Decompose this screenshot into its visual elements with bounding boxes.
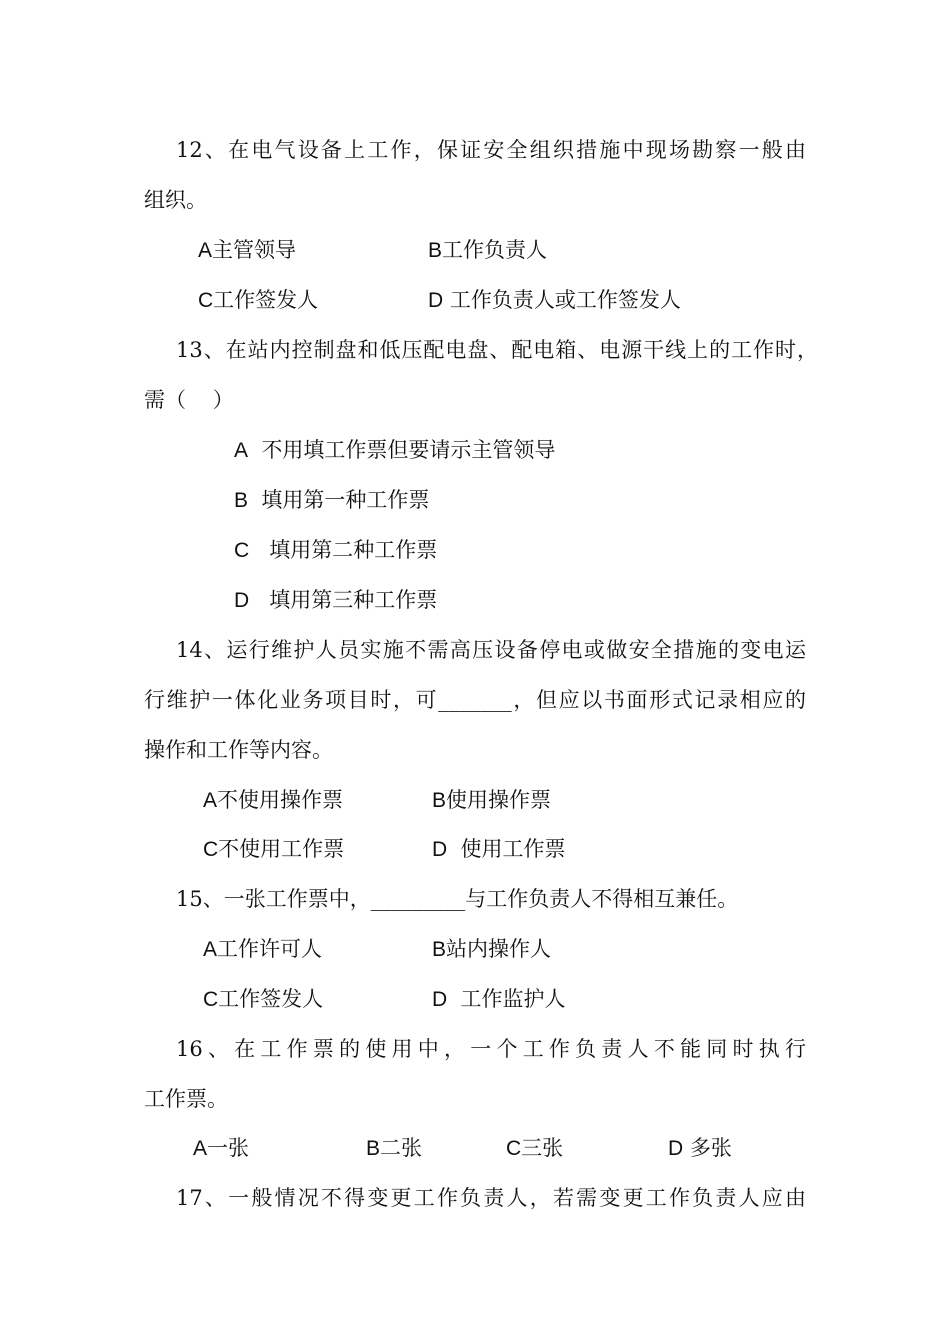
option-text: 不使用操作票 — [217, 788, 344, 812]
option-letter: A — [234, 439, 249, 462]
option-text: 一张 — [207, 1136, 250, 1160]
option-letter: C — [234, 539, 250, 562]
question-13-option-c — [234, 535, 437, 565]
question-13-stem-line-2: 需（ ） — [144, 388, 234, 412]
option-letter: D — [668, 1137, 684, 1160]
option-letter: A — [193, 1137, 208, 1160]
question-12-option-a — [198, 235, 296, 265]
question-14-option-d — [432, 834, 566, 864]
option-text: 工作负责人或工作签发人 — [443, 288, 681, 312]
question-12-option-c — [198, 285, 318, 315]
option-letter: D — [234, 589, 250, 612]
option-text: 工作监护人 — [447, 987, 566, 1011]
option-letter: A — [203, 938, 218, 961]
option-letter: C — [198, 289, 214, 312]
option-text: 填用第三种工作票 — [249, 588, 438, 612]
question-14-option-c — [203, 834, 344, 864]
question-12-option-b — [428, 235, 547, 265]
option-letter: B — [428, 239, 443, 262]
option-letter: C — [506, 1137, 522, 1160]
option-text: 工作签发人 — [213, 288, 319, 312]
question-15-option-a — [203, 934, 322, 964]
question-13-option-b — [234, 485, 429, 515]
question-12-option-d — [428, 285, 681, 315]
question-12-stem-line-2: 组织。 — [144, 188, 207, 212]
option-letter: B — [366, 1137, 381, 1160]
option-letter: D — [432, 838, 448, 861]
option-text: 主管领导 — [212, 238, 297, 262]
option-letter: A — [203, 789, 218, 812]
question-16-option-b — [366, 1133, 422, 1163]
option-text: 不使用工作票 — [218, 837, 345, 861]
option-text: 使用操作票 — [446, 788, 552, 812]
question-16-option-c — [506, 1133, 563, 1163]
question-16-option-a — [193, 1133, 249, 1163]
option-letter: C — [203, 838, 219, 861]
question-14-option-a — [203, 785, 343, 815]
option-text: 工作许可人 — [217, 937, 323, 961]
option-text: 多张 — [683, 1136, 732, 1160]
option-letter: B — [432, 938, 447, 961]
question-12-stem-line-1: 12、在电气设备上工作，保证安全组织措施中现场勘察一般由 — [176, 138, 806, 162]
question-15-option-b — [432, 934, 551, 964]
option-text: 填用第二种工作票 — [249, 538, 438, 562]
option-text: 工作签发人 — [218, 987, 324, 1011]
option-text: 站内操作人 — [446, 937, 552, 961]
question-13-stem-line-1: 13、在站内控制盘和低压配电盘、配电箱、电源干线上的工作时， — [176, 338, 818, 362]
question-16-stem-line-2: 工作票。 — [144, 1087, 228, 1111]
question-15-stem-line-1: 15、一张工作票中，_________与工作负责人不得相互兼任。 — [176, 887, 739, 911]
question-14-option-b — [432, 785, 551, 815]
option-text: 三张 — [521, 1136, 564, 1160]
option-letter: D — [432, 988, 448, 1011]
option-text: 二张 — [380, 1136, 423, 1160]
option-text: 不用填工作票但要请示主管领导 — [248, 438, 556, 462]
option-letter: B — [234, 489, 249, 512]
option-letter: D — [428, 289, 444, 312]
question-13-option-d — [234, 585, 437, 615]
question-14-stem-line-2: 行维护一体化业务项目时，可_______，但应以书面形式记录相应的 — [144, 688, 806, 712]
question-13-option-a — [234, 435, 555, 465]
option-text: 填用第一种工作票 — [248, 488, 430, 512]
question-16-stem-line-1: 16、在工作票的使用中，一个工作负责人不能同时执行 — [176, 1037, 806, 1061]
question-14-stem-line-1: 14、运行维护人员实施不需高压设备停电或做安全措施的变电运 — [176, 638, 806, 662]
question-16-option-d — [668, 1133, 732, 1163]
question-17-stem-line-1: 17、一般情况不得变更工作负责人，若需变更工作负责人应由 — [176, 1186, 806, 1210]
question-14-stem-line-3: 操作和工作等内容。 — [144, 738, 333, 762]
question-15-option-d — [432, 984, 566, 1014]
option-text: 工作负责人 — [442, 238, 548, 262]
option-letter: C — [203, 988, 219, 1011]
option-text: 使用工作票 — [447, 837, 566, 861]
option-letter: A — [198, 239, 213, 262]
question-15-option-c — [203, 984, 323, 1014]
option-letter: B — [432, 789, 447, 812]
